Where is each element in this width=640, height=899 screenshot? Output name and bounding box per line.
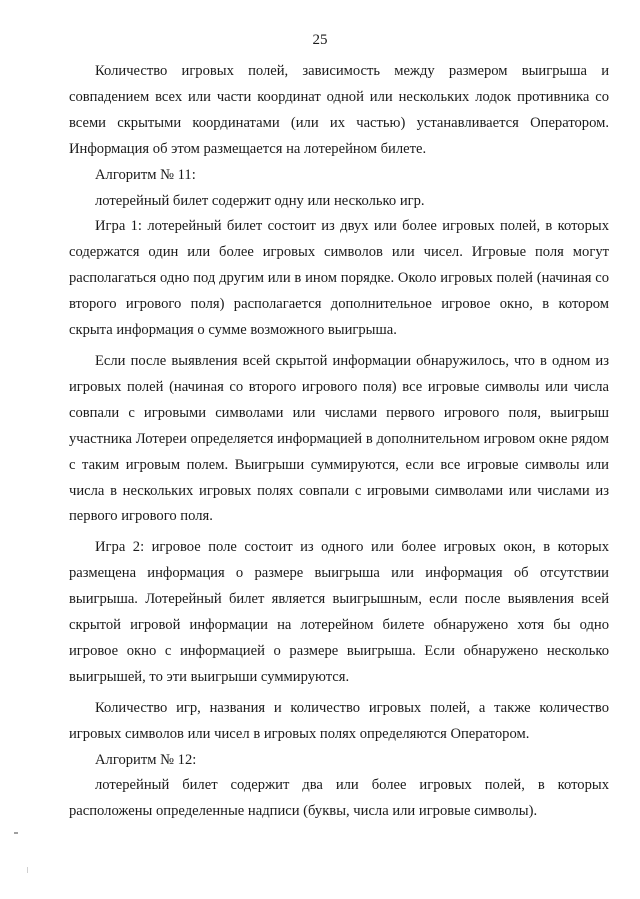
heading-algorithm-11: Алгоритм № 11:	[95, 166, 196, 183]
heading-algorithm-12: Алгоритм № 12:	[95, 751, 197, 768]
paragraph-lodki-info: Количество игровых полей, зависимость между размером выигрыша и совпадением всех или части координат одной или нескольких лодок противника со всеми скрытыми координатами (или их частью) устанавливается Оператором. Информация об этом размещается на лотерейном билете.	[69, 63, 609, 157]
page-number: 25	[312, 32, 328, 48]
scan-speck	[14, 832, 18, 834]
paragraph-games-count: Количество игр, названия и количество игровых полей, а также количество игровых символов или чисел в игровых полях определяются Оператором.	[69, 699, 609, 742]
paragraph-algorithm-12-fields: лотерейный билет содержит два или более игровых полей, в которых расположены определенные надписи (буквы, числа или игровые символы).	[69, 777, 609, 820]
paragraph-game-1-winnings: Если после выявления всей скрытой информации обнаружилось, что в одном из игровых полей (начиная со второго игрового поля) все игровые символы или числа совпали с игровыми символами или числами первого игрового поля, выигрыш участника Лотереи определяется информацией в дополнительном игровом окне рядом с таким игровым полем. Выигрыши суммируются, если все игровые символы или числа в нескольких игровых полях совпали с игровыми символами или числами из первого игрового поля.	[69, 352, 609, 525]
scan-speck	[27, 867, 28, 873]
paragraph-game-1: Игра 1: лотерейный билет состоит из двух или более игровых полей, в которых содержатся один или более игровых символов или чисел. Игровые поля могут располагаться одно под другим или в ином порядке. Около игровых полей (начиная со второго игрового поля) располагается дополнительное игровое окно, в котором скрыта информация о сумме возможного выигрыша.	[69, 218, 609, 339]
paragraph-ticket-games: лотерейный билет содержит одну или несколько игр.	[95, 192, 425, 209]
paragraph-game-2: Игра 2: игровое поле состоит из одного или более игровых окон, в которых размещена информация о размере выигрыша или информация об отсутствии выигрыша. Лотерейный билет является выигрышным, если после выявления всей скрытой игровой информации на лотерейном билете обнаружено хотя бы одно игровое окно с информацией о размере выигрыша. Если обнаружено несколько выигрышей, то эти выигрыши суммируются.	[69, 539, 609, 685]
document-body	[69, 59, 609, 825]
